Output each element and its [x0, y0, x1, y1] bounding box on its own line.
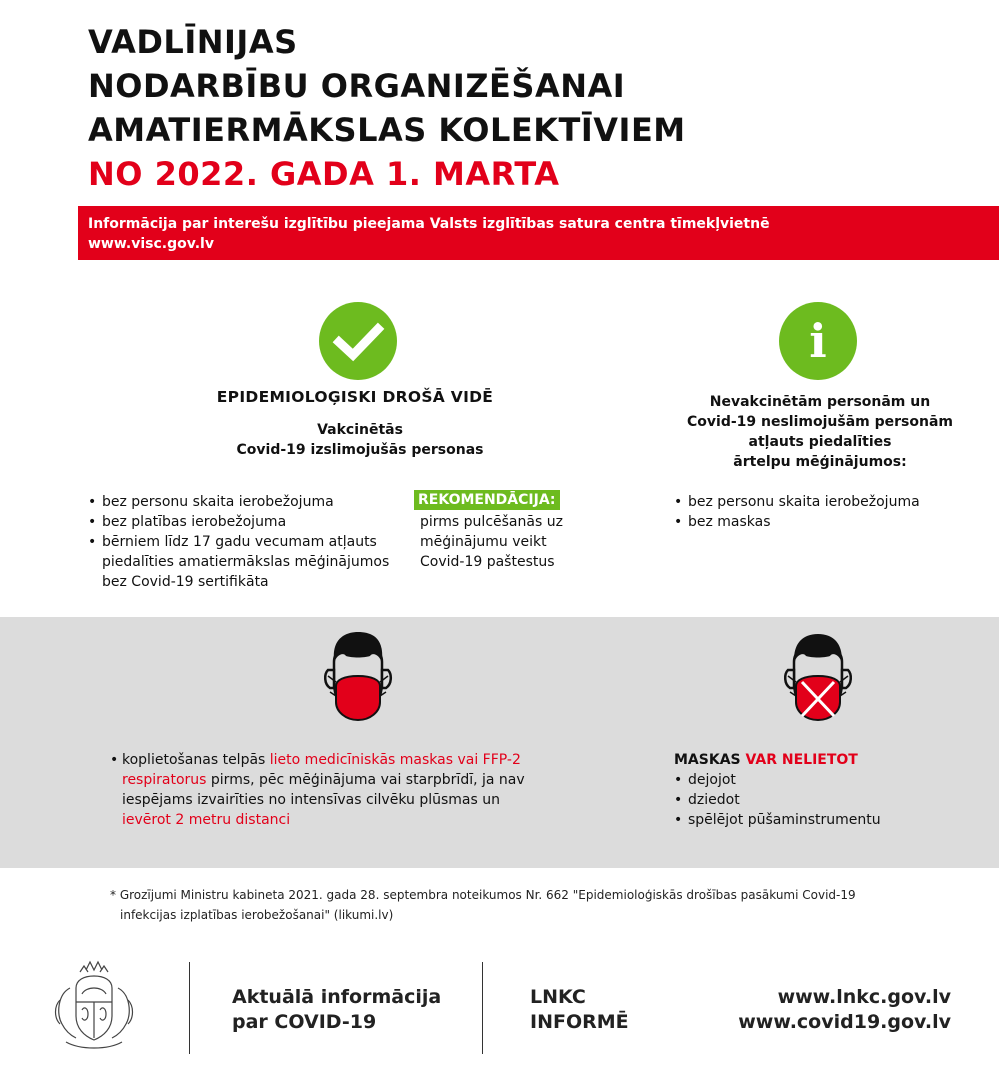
footnote	[110, 885, 980, 925]
outdoor-rehearsal-list	[674, 492, 994, 532]
banner-link[interactable]: www.visc.gov.lv	[88, 236, 214, 252]
check-circle-icon	[319, 302, 397, 380]
footer-org	[530, 985, 629, 1035]
vaccinated-line-1: Vakcinētās	[317, 422, 403, 438]
unvaccinated-line: Nevakcinētām personām un	[709, 394, 931, 410]
check-mark-icon	[319, 302, 397, 380]
footer-covid-line: par COVID-19	[232, 1011, 377, 1033]
unvaccinated-line: Covid-19 neslimojušām personām	[687, 414, 953, 430]
footer-links	[738, 985, 951, 1035]
footer-link-covid19[interactable]: www.covid19.gov.lv	[738, 1011, 951, 1033]
unvaccinated-line: ārtelpu mēģinājumos:	[733, 454, 907, 470]
recommendation-line: pirms pulcēšanās uz	[420, 514, 563, 530]
footer-link-lnkc[interactable]: www.lnkc.gov.lv	[777, 986, 951, 1008]
safe-environment-list	[88, 492, 418, 592]
safe-environment-heading: EPIDEMIOLOĢISKI DROŠĀ VIDĒ	[216, 388, 494, 406]
list-item: • bez platības ierobežojuma	[88, 512, 418, 532]
info-letter: i	[809, 314, 827, 368]
face-mask-crossed-icon	[782, 630, 854, 722]
mask-text-part: koplietošanas telpās	[122, 752, 270, 768]
coat-of-arms-icon	[46, 958, 142, 1054]
face-with-mask-icon	[322, 630, 394, 722]
recommendation-line: mēģinājumu veikt	[420, 534, 547, 550]
page-title	[88, 20, 686, 196]
unvaccinated-line: atļauts piedalīties	[748, 434, 892, 450]
list-item: • spēlējot pūšaminstrumentu	[674, 810, 994, 830]
no-mask-heading	[674, 750, 858, 770]
footnote-line: * Grozījumi Ministru kabineta 2021. gada 28. septembra noteikumos Nr. 662 "Epidemioloģiskās drošības pasākumi Covid-19	[110, 888, 856, 902]
footer-divider	[482, 962, 483, 1054]
list-item: • bez maskas	[674, 512, 994, 532]
footer-covid-line: Aktuālā informācija	[232, 986, 442, 1008]
footer-covid-info	[232, 985, 441, 1035]
recommendation-text	[420, 512, 620, 572]
list-item: • bez personu skaita ierobežojuma	[88, 492, 418, 512]
mask-required-text	[88, 750, 548, 830]
mask-text-part: pirms, pēc mēģinājuma vai starpbrīdī, ja nav iespējams izvairīties no intensīvas cilvēku plūsmas un	[122, 772, 525, 808]
list-item: • dejojot	[674, 770, 994, 790]
recommendation-line: Covid-19 paštestus	[420, 554, 555, 570]
no-mask-heading-highlight: VAR NELIETOT	[745, 752, 858, 768]
info-banner	[78, 206, 999, 260]
footer-divider	[189, 962, 190, 1054]
no-mask-list	[674, 770, 994, 830]
title-date: NO 2022. GADA 1. MARTA	[88, 155, 560, 193]
banner-text: Informācija par interešu izglītību pieejama Valsts izglītības satura centra tīmekļvietnē	[88, 216, 770, 232]
bullet: •	[110, 752, 119, 768]
mask-text-highlight: lieto medicīniskās maskas vai FFP-2 respiratorus	[122, 752, 521, 788]
title-line-2: NODARBĪBU ORGANIZĒŠANAI	[88, 67, 626, 105]
footer-org-line: INFORMĒ	[530, 1011, 629, 1033]
no-mask-heading-part: MASKAS	[674, 752, 746, 768]
title-line-3: AMATIERMĀKSLAS KOLEKTĪVIEM	[88, 111, 686, 149]
footer-org-line: LNKC	[530, 986, 586, 1008]
list-item: • bez personu skaita ierobežojuma	[674, 492, 994, 512]
list-item: • dziedot	[674, 790, 994, 810]
unvaccinated-heading	[640, 392, 999, 472]
info-circle-icon	[779, 302, 857, 380]
mask-text-highlight: ievērot 2 metru distanci	[122, 812, 291, 828]
vaccinated-subheading	[170, 420, 550, 460]
title-line-1: VADLĪNIJAS	[88, 23, 298, 61]
list-item: • bērniem līdz 17 gadu vecumam atļauts piedalīties amatiermākslas mēģinājumos bez Covid-19 sertifikāta	[88, 532, 418, 592]
vaccinated-line-2: Covid-19 izslimojušās personas	[236, 442, 484, 458]
footnote-line: infekcijas izplatības ierobežošanai" (likumi.lv)	[120, 908, 394, 922]
recommendation-badge: REKOMENDĀCIJA:	[414, 490, 560, 510]
